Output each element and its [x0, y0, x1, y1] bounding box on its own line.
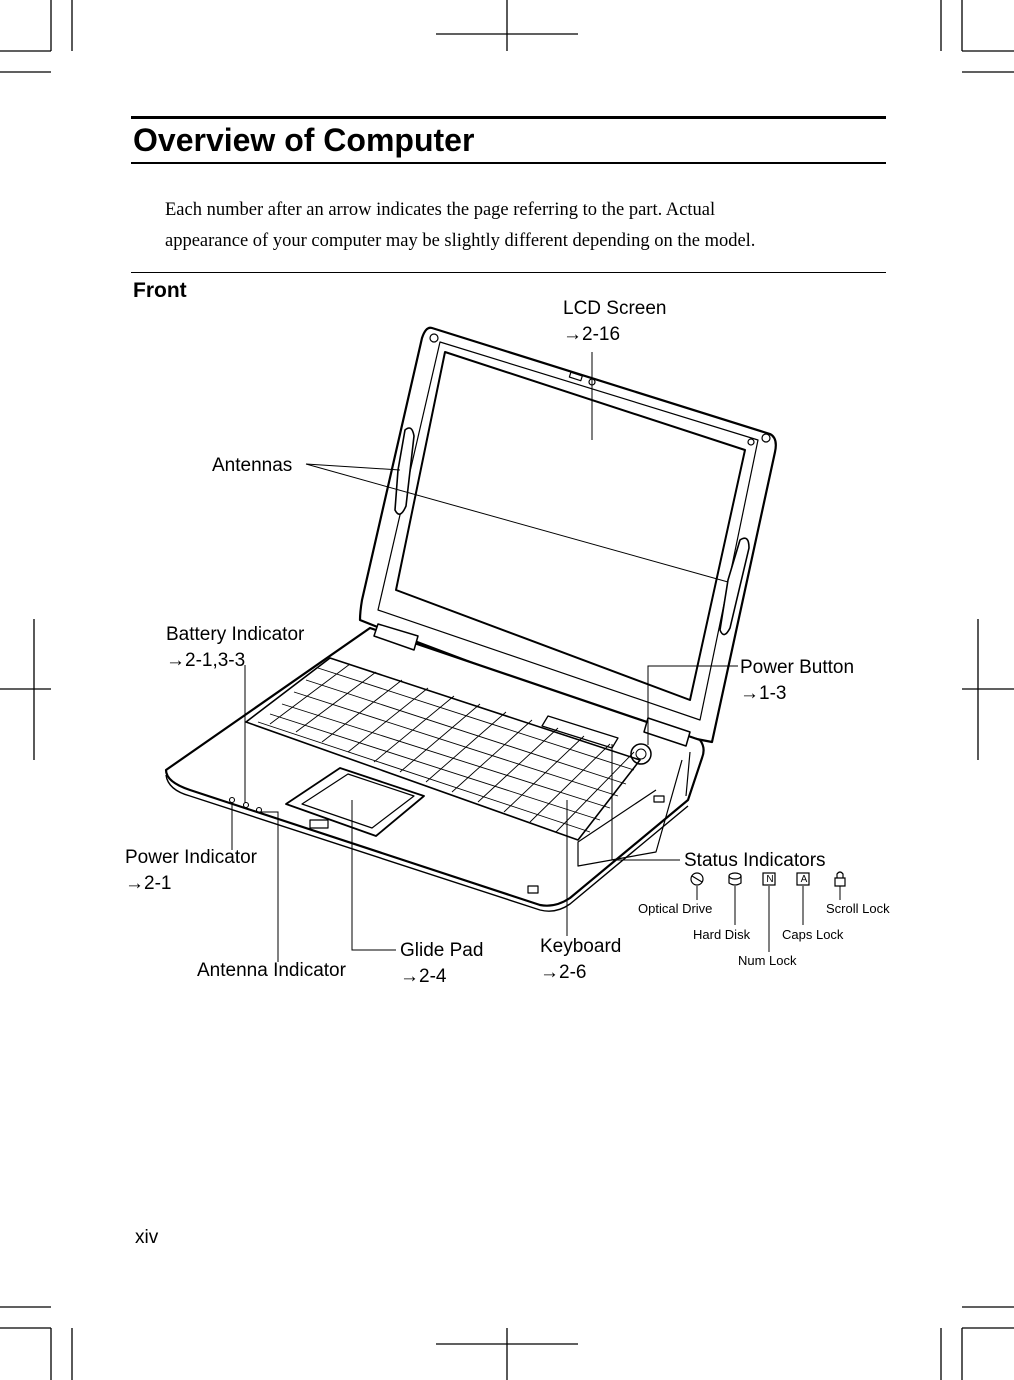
callout-glide-pad: [400, 938, 483, 990]
intro-paragraph: [165, 195, 865, 257]
callout-lcd-screen-name: LCD Screen: [563, 298, 667, 319]
callout-keyboard: [540, 934, 621, 986]
num-lock-glyph: N: [766, 874, 774, 885]
callout-power-button-name: Power Button: [740, 657, 855, 678]
callout-antennas: [212, 453, 292, 479]
legend-caps-lock: Caps Lock: [782, 927, 844, 942]
callout-status-indicators: [684, 848, 826, 874]
callout-lcd-screen-ref: →2-16: [563, 324, 621, 345]
callout-keyboard-name: Keyboard: [540, 936, 622, 957]
callout-power-button: [740, 655, 854, 707]
intro-line-1: Each number after an arrow indicates the page referring to the part. Actual: [165, 200, 716, 220]
legend-hard-disk: Hard Disk: [693, 927, 751, 942]
section-rule: [131, 272, 886, 273]
scroll-lock-icon: [835, 872, 845, 886]
caps-lock-glyph: A: [800, 874, 808, 885]
callout-battery-indicator-ref: →2-1,3-3: [166, 650, 246, 671]
callout-power-indicator-name: Power Indicator: [125, 847, 258, 868]
callout-power-indicator-ref: →2-1: [125, 873, 172, 894]
header-rule-bottom: [131, 162, 886, 164]
callout-status-indicators-name: Status Indicators: [684, 850, 826, 871]
header-rule-top: [131, 116, 886, 119]
laptop-illustration: [166, 328, 776, 911]
callout-antenna-indicator: [197, 958, 346, 984]
callout-glide-pad-name: Glide Pad: [400, 940, 484, 961]
legend-num-lock: Num Lock: [738, 953, 797, 968]
callout-keyboard-ref: →2-6: [540, 962, 587, 983]
callout-lcd-screen: [563, 296, 667, 348]
callout-battery-indicator: [166, 622, 304, 674]
callout-power-button-ref: →1-3: [740, 683, 787, 704]
intro-line-2: appearance of your computer may be slightly different depending on the model.: [165, 231, 756, 251]
callout-power-indicator: [125, 845, 257, 897]
callout-antennas-name: Antennas: [212, 455, 293, 476]
legend-scroll-lock: Scroll Lock: [826, 901, 890, 916]
callout-battery-indicator-name: Battery Indicator: [166, 624, 305, 645]
callout-antenna-indicator-name: Antenna Indicator: [197, 960, 346, 981]
page-title: Overview of Computer: [133, 122, 475, 158]
section-title: Front: [133, 279, 187, 302]
legend-optical-drive: Optical Drive: [638, 901, 713, 916]
callout-glide-pad-ref: →2-4: [400, 966, 447, 987]
page-number: xiv: [135, 1227, 159, 1248]
